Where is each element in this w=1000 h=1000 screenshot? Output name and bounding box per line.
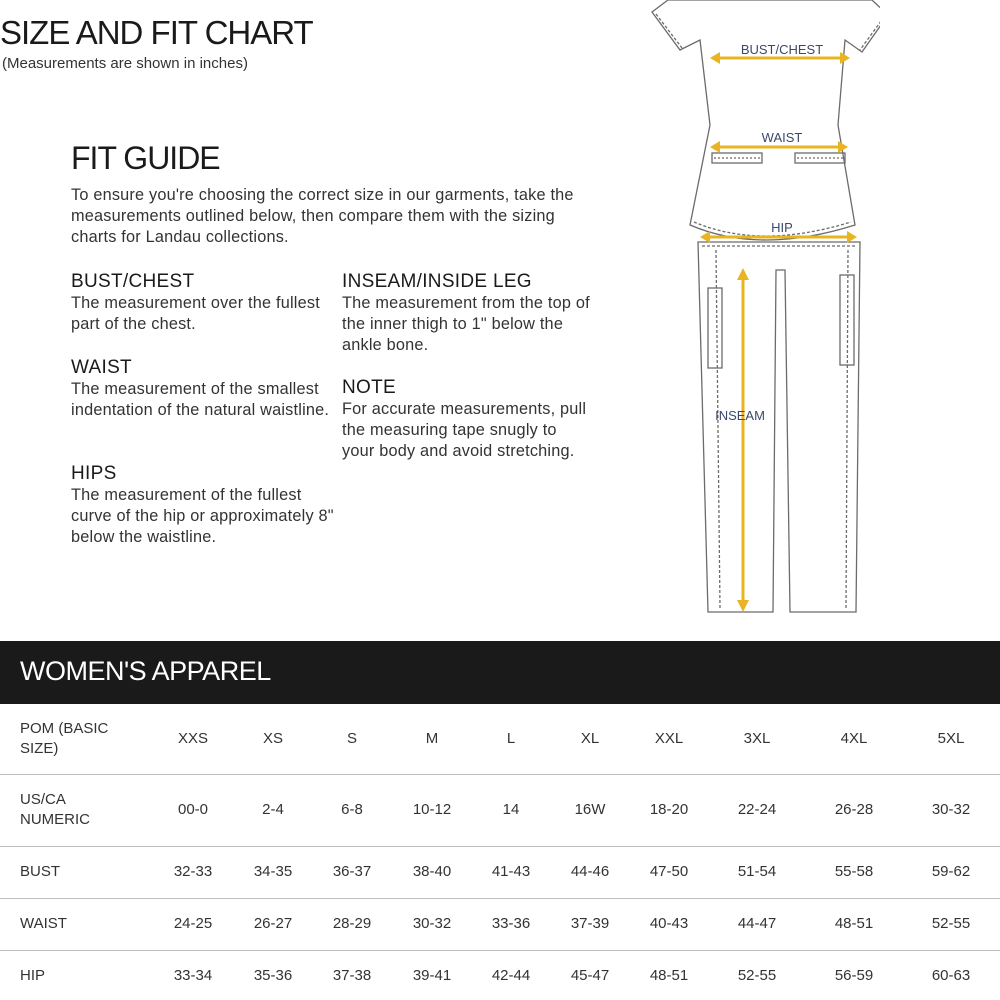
section-inseam: [342, 271, 592, 356]
table-cell: 39-41: [412, 967, 452, 985]
bust-label: BUST/CHEST: [740, 42, 824, 57]
section-note: [342, 377, 592, 462]
fit-guide-intro: To ensure you're choosing the correct size in our garments, take the measurements outlined below, then compare them with the sizing charts for Landau collections.: [71, 186, 574, 246]
table-cell: 10-12: [392, 774, 472, 846]
table-row: [0, 950, 1000, 1000]
section-text: The measurement over the fullest part of the chest.: [71, 294, 320, 333]
table-cell: 2-4: [234, 774, 312, 846]
table-row: [0, 846, 1000, 898]
table-cell: 59-62: [902, 846, 1000, 898]
table-cell: 32-33: [152, 846, 234, 898]
table-cell: 33-36: [472, 898, 550, 950]
table-cell: 48-51: [649, 967, 689, 985]
section-text: The measurement of the smallest indentation of the natural waistline.: [71, 380, 330, 419]
section-heading: WAIST: [71, 357, 132, 378]
table-cell: 36-37: [312, 846, 392, 898]
table-cell: 24-25: [152, 898, 234, 950]
page-subtitle: (Measurements are shown in inches): [2, 55, 248, 72]
pom-label: POM (BASIC SIZE): [0, 704, 152, 774]
table-cell: 48-51: [806, 898, 902, 950]
table-cell: 30-32: [392, 898, 472, 950]
table-cell: 14: [472, 774, 550, 846]
size-table: [0, 704, 1000, 1000]
section-heading: BUST/CHEST: [71, 271, 195, 292]
table-cell: 56-59: [834, 967, 874, 985]
table-cell: 30-32: [902, 774, 1000, 846]
table-cell: 6-8: [312, 774, 392, 846]
section-waist: [71, 357, 341, 421]
banner-title: WOMEN'S APPAREL: [20, 656, 271, 686]
table-cell: 40-43: [630, 898, 708, 950]
section-bust: [71, 271, 341, 335]
section-heading: NOTE: [342, 377, 396, 398]
table-cell: 26-27: [234, 898, 312, 950]
waist-label: WAIST: [761, 130, 803, 145]
table-cell: 37-39: [550, 898, 630, 950]
section-heading: INSEAM/INSIDE LEG: [342, 271, 532, 292]
size-header: 3XL: [708, 704, 806, 774]
table-row: [0, 774, 1000, 846]
fit-guide-title: FIT GUIDE: [71, 140, 220, 176]
size-header: 4XL: [806, 704, 902, 774]
table-row: [0, 898, 1000, 950]
table-cell: 51-54: [708, 846, 806, 898]
row-label: US/CA NUMERIC: [0, 774, 152, 846]
row-label: WAIST: [0, 898, 152, 950]
inseam-label: INSEAM: [715, 408, 765, 423]
table-cell: 26-28: [806, 774, 902, 846]
section-text: The measurement of the fullest curve of the hip or approximately 8" below the waistline.: [71, 486, 334, 546]
section-heading: HIPS: [71, 463, 117, 484]
table-cell: 37-38: [332, 967, 372, 985]
size-header: XL: [550, 704, 630, 774]
table-cell: 33-34: [173, 967, 213, 985]
table-cell: 38-40: [392, 846, 472, 898]
table-cell: 18-20: [630, 774, 708, 846]
table-cell: 44-46: [550, 846, 630, 898]
section-hips: [71, 463, 341, 548]
garment-illustration: [640, 0, 880, 620]
table-cell: 60-63: [931, 967, 971, 985]
size-header: M: [392, 704, 472, 774]
table-cell: 00-0: [152, 774, 234, 846]
table-cell: 55-58: [806, 846, 902, 898]
table-cell: 16W: [550, 774, 630, 846]
size-header: XXS: [152, 704, 234, 774]
row-label: BUST: [0, 846, 152, 898]
table-cell: 42-44: [491, 967, 531, 985]
section-banner: [0, 641, 1000, 704]
table-cell: 52-55: [902, 898, 1000, 950]
table-cell: 28-29: [312, 898, 392, 950]
table-cell: 45-47: [570, 967, 610, 985]
table-cell: 34-35: [234, 846, 312, 898]
table-cell: 44-47: [708, 898, 806, 950]
table-cell: 41-43: [472, 846, 550, 898]
row-label: HIP: [20, 967, 46, 985]
table-cell: 35-36: [253, 967, 293, 985]
size-header: XS: [234, 704, 312, 774]
section-text: For accurate measurements, pull the measuring tape snugly to your body and avoid stretching.: [342, 400, 587, 460]
page-title: SIZE AND FIT CHART: [0, 14, 313, 51]
size-header: L: [472, 704, 550, 774]
hip-label: HIP: [771, 220, 793, 235]
size-header: XXL: [630, 704, 708, 774]
section-text: The measurement from the top of the inner thigh to 1" below the ankle bone.: [342, 294, 590, 354]
table-cell: 52-55: [737, 967, 777, 985]
size-header: S: [312, 704, 392, 774]
table-cell: 47-50: [630, 846, 708, 898]
table-header-row: [0, 704, 1000, 774]
table-cell: 22-24: [708, 774, 806, 846]
size-header: 5XL: [902, 704, 1000, 774]
